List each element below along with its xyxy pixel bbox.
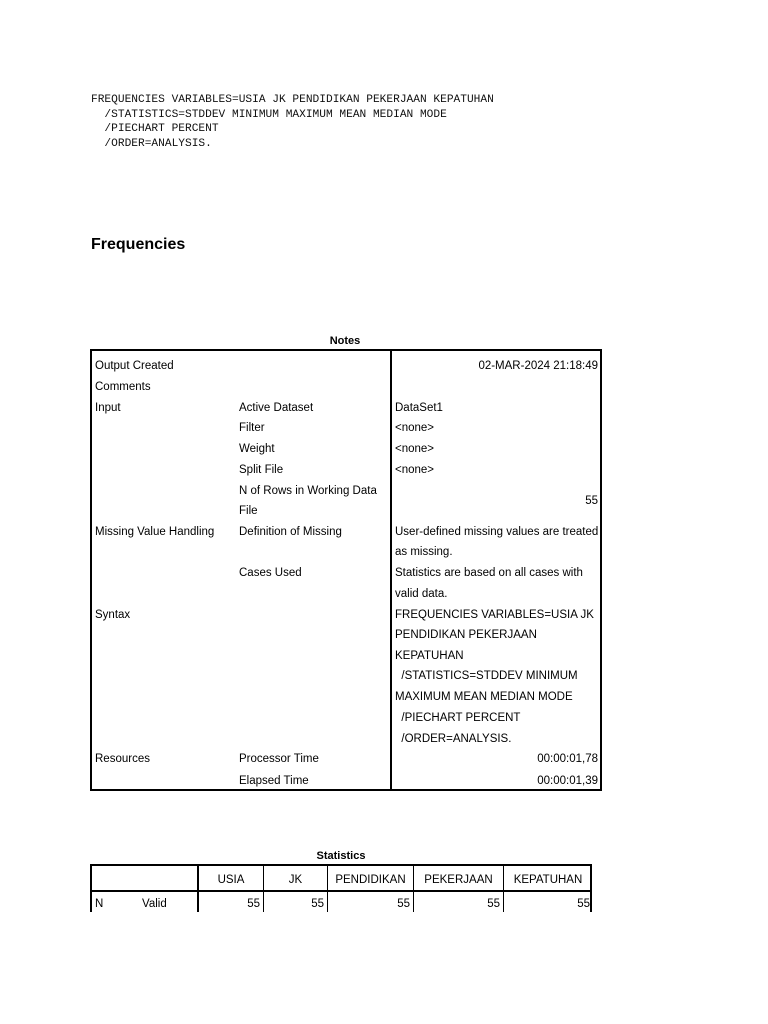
n-rows-label-line2: File	[239, 505, 258, 517]
row-label-valid: Valid	[142, 898, 167, 910]
notes-table-title: Notes	[329, 335, 361, 347]
cases-used-label: Cases Used	[239, 567, 302, 579]
active-dataset-value: DataSet1	[395, 402, 443, 414]
processor-time-label: Processor Time	[239, 753, 319, 765]
row-label-n: N	[95, 898, 104, 910]
comments-label: Comments	[95, 381, 151, 393]
column-header-jk: JK	[288, 874, 303, 886]
statistics-header-divider	[92, 890, 590, 892]
notes-column-divider	[390, 351, 392, 789]
output-created-value: 02-MAR-2024 21:18:49	[478, 360, 598, 372]
active-dataset-label: Active Dataset	[239, 402, 314, 414]
syntax-line: /ORDER=ANALYSIS.	[395, 733, 512, 745]
processor-time-value: 00:00:01,78	[537, 753, 598, 765]
input-label: Input	[95, 402, 121, 414]
elapsed-time-label: Elapsed Time	[239, 775, 309, 787]
filter-label: Filter	[239, 422, 265, 434]
resources-label: Resources	[95, 753, 150, 765]
weight-label: Weight	[239, 443, 275, 455]
cases-used-value-line1: Statistics are based on all cases with	[395, 567, 583, 579]
syntax-line: MAXIMUM MEAN MEDIAN MODE	[395, 691, 573, 703]
syntax-block: FREQUENCIES VARIABLES=USIA JK PENDIDIKAN PEKERJAAN KEPATUHAN /STATISTICS=STDDEV MINIMUM MAXIMUM MEAN MEDIAN MODE /PIECHART PERCENT /ORDER=ANALYSIS.	[91, 94, 494, 150]
statistics-table-title: Statistics	[316, 850, 366, 862]
syntax-line: PENDIDIKAN PEKERJAAN	[395, 629, 537, 641]
column-header-pekerjaan: PEKERJAAN	[424, 874, 493, 886]
cell-jk-valid: 55	[311, 898, 324, 910]
cell-pendidikan-valid: 55	[397, 898, 410, 910]
syntax-label: Syntax	[95, 609, 131, 621]
elapsed-time-value: 00:00:01,39	[537, 775, 598, 787]
notes-table	[90, 349, 602, 791]
statistics-table	[90, 864, 592, 912]
cell-pekerjaan-valid: 55	[487, 898, 500, 910]
split-file-value: <none>	[395, 464, 435, 476]
syntax-line: FREQUENCIES VARIABLES=USIA JK	[395, 609, 594, 621]
syntax-line: KEPATUHAN	[395, 650, 464, 662]
syntax-line: /PIECHART PERCENT	[395, 712, 521, 724]
cases-used-value-line2: valid data.	[395, 588, 448, 600]
column-header-usia: USIA	[217, 874, 245, 886]
syntax-line: /STATISTICS=STDDEV MINIMUM	[395, 670, 578, 682]
column-header-kepatuhan: KEPATUHAN	[513, 874, 583, 886]
filter-value: <none>	[395, 422, 435, 434]
weight-value: <none>	[395, 443, 435, 455]
definition-of-missing-value-line2: as missing.	[395, 546, 453, 558]
definition-of-missing-value-line1: User-defined missing values are treated	[395, 526, 599, 538]
missing-value-handling-label: Missing Value Handling	[95, 526, 215, 538]
n-rows-value: 55	[585, 495, 598, 507]
n-rows-label-line1: N of Rows in Working Data	[239, 485, 377, 497]
column-header-pendidikan: PENDIDIKAN	[335, 874, 406, 886]
cell-kepatuhan-valid: 55	[577, 898, 590, 910]
definition-of-missing-label: Definition of Missing	[239, 526, 342, 538]
split-file-label: Split File	[239, 464, 284, 476]
page-title: Frequencies	[91, 236, 186, 253]
output-created-label: Output Created	[95, 360, 174, 372]
cell-usia-valid: 55	[247, 898, 260, 910]
